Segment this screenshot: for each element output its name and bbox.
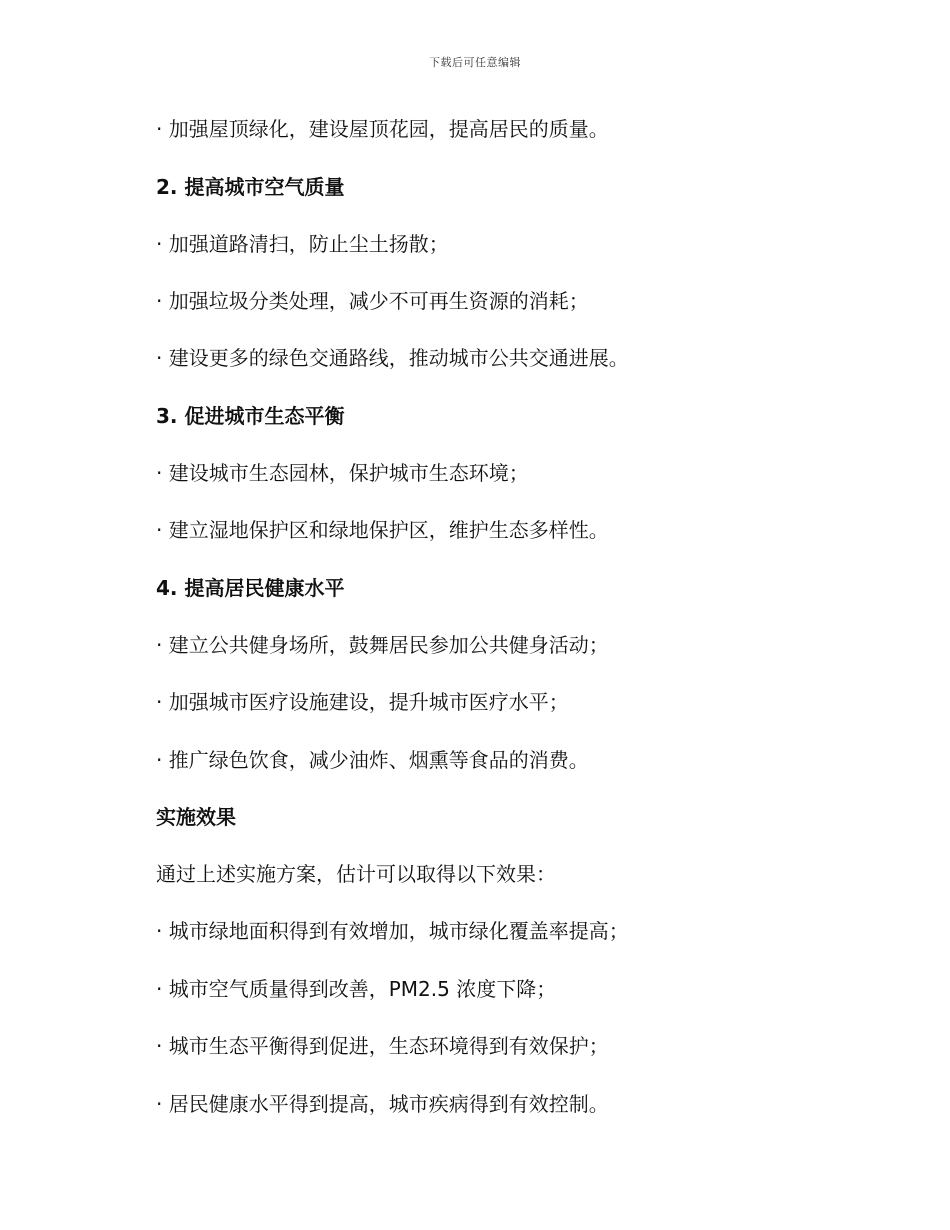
heading-air-quality: 2. 提高城市空气质量 bbox=[156, 175, 345, 199]
bullet-health-improvement: · 居民健康水平得到提高，城市疾病得到有效控制。 bbox=[156, 1092, 609, 1116]
bullet-green-diet: · 推广绿色饮食，减少油炸、烟熏等食品的消费。 bbox=[156, 748, 589, 772]
paragraph-expected-effects: 通过上述实施方案，估计可以取得以下效果： bbox=[156, 862, 556, 886]
heading-ecological-balance: 3. 促进城市生态平衡 bbox=[156, 404, 345, 428]
bullet-air-improvement: · 城市空气质量得到改善，PM2.5 浓度下降； bbox=[156, 977, 557, 1001]
bullet-ecology-protection: · 城市生态平衡得到促进，生态环境得到有效保护； bbox=[156, 1034, 609, 1058]
bullet-ecological-gardens: · 建设城市生态园林，保护城市生态环境； bbox=[156, 461, 529, 485]
bullet-waste-sorting: · 加强垃圾分类处理，减少不可再生资源的消耗； bbox=[156, 289, 589, 313]
page-header: 下载后可任意编辑 bbox=[429, 56, 521, 69]
bullet-wetland-protection: · 建立湿地保护区和绿地保护区，维护生态多样性。 bbox=[156, 518, 609, 542]
bullet-fitness-venues: · 建立公共健身场所，鼓舞居民参加公共健身活动； bbox=[156, 633, 609, 657]
bullet-green-transport: · 建设更多的绿色交通路线，推动城市公共交通进展。 bbox=[156, 346, 629, 370]
heading-implementation-effects: 实施效果 bbox=[156, 805, 236, 829]
bullet-road-cleaning: · 加强道路清扫，防止尘土扬散； bbox=[156, 232, 449, 256]
heading-resident-health: 4. 提高居民健康水平 bbox=[156, 576, 345, 600]
bullet-medical-facilities: · 加强城市医疗设施建设，提升城市医疗水平； bbox=[156, 690, 569, 714]
bullet-rooftop-greening: · 加强屋顶绿化，建设屋顶花园，提高居民的质量。 bbox=[156, 117, 609, 141]
bullet-green-coverage: · 城市绿地面积得到有效增加，城市绿化覆盖率提高； bbox=[156, 919, 629, 943]
